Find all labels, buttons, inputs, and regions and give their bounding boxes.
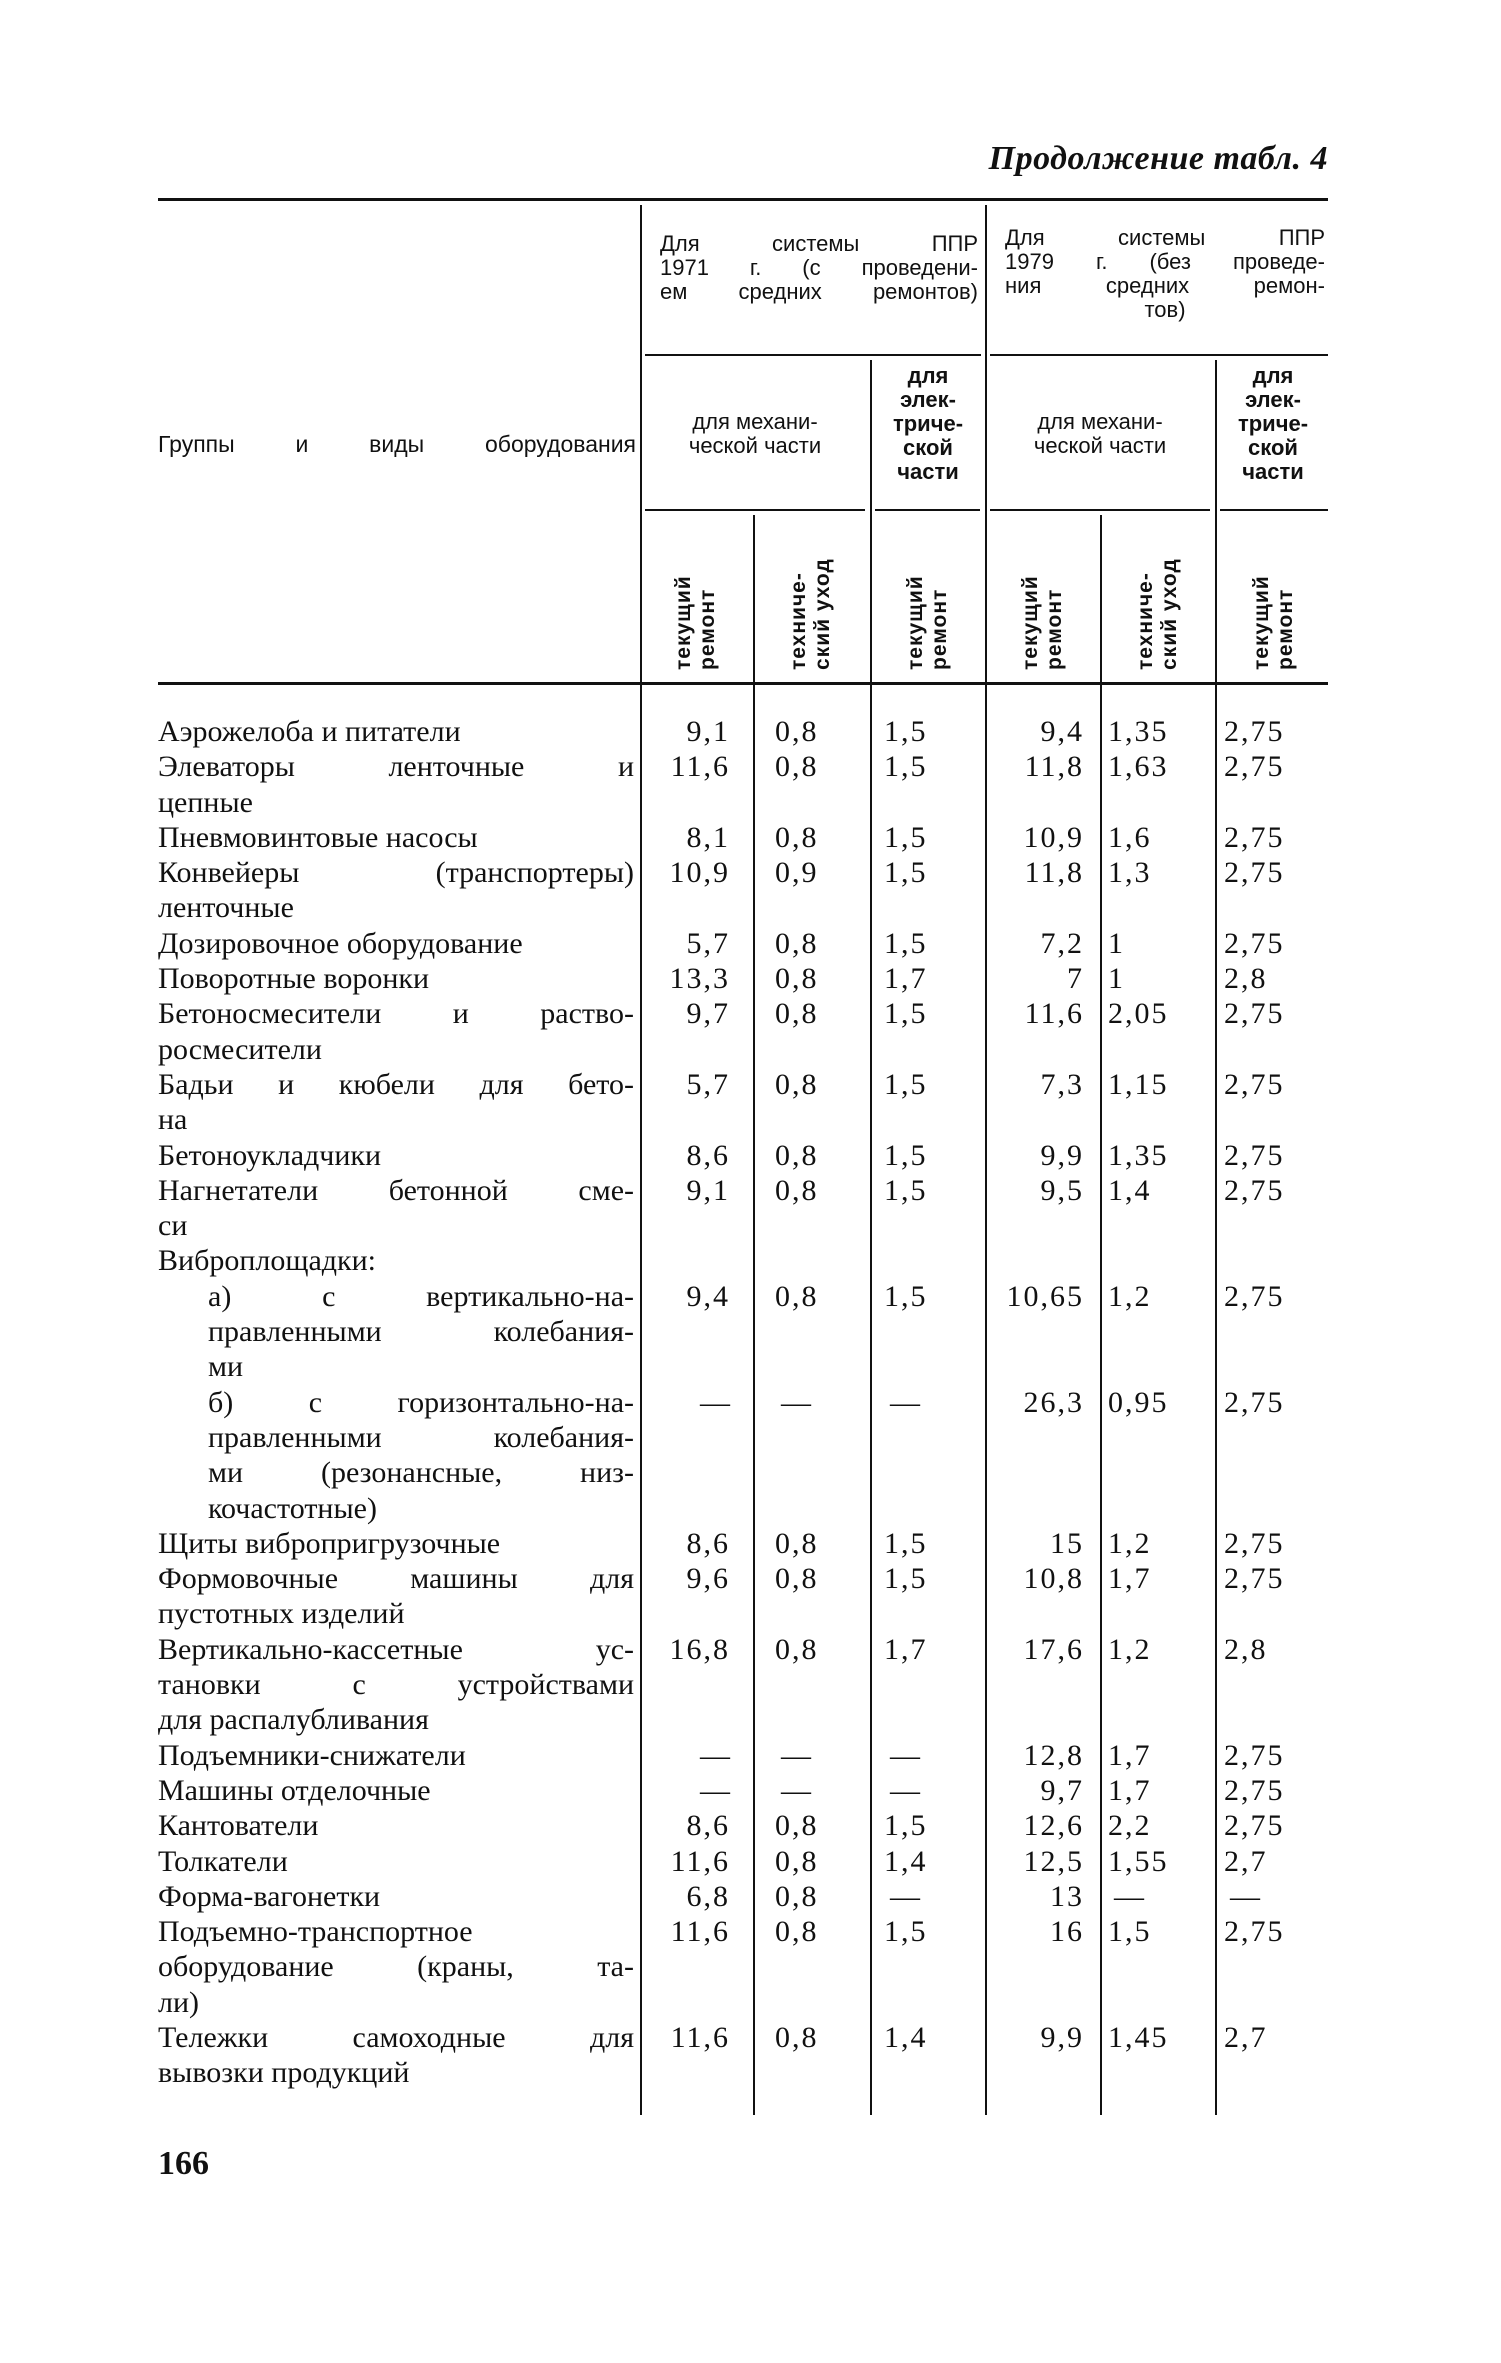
table-row — [158, 1526, 1328, 1561]
table-cell-value: 11,8 — [1024, 856, 1084, 890]
table-cell-value: 2,2 — [1108, 1809, 1152, 1843]
header-line: для механи- — [692, 409, 818, 434]
header-rule — [645, 509, 865, 511]
table-row — [158, 1243, 1328, 1278]
header-line: для механи- — [1037, 409, 1163, 434]
header-line: ем средних ремонтов) — [660, 279, 978, 304]
table-cell-value: — — [1230, 1879, 1262, 1913]
table-continuation-title: Продолжение табл. 4 — [988, 140, 1328, 177]
equipment-name-line: Нагнетатели бетонной сме- — [158, 1173, 634, 1207]
equipment-name-line: на — [158, 1103, 188, 1137]
equipment-name-line: вывозки продукций — [158, 2056, 410, 2090]
table-cell-value: 8,1 — [686, 820, 730, 854]
header-line: элек- — [900, 387, 956, 412]
table-cell-value: 1,4 — [884, 2020, 928, 2054]
table-cell-value: 11,8 — [1024, 750, 1084, 784]
table-cell-value: — — [700, 1738, 732, 1772]
table-cell-value: 0,8 — [775, 997, 819, 1031]
header-line: ния средних ремон- — [1005, 273, 1325, 298]
table-row — [158, 1773, 1328, 1808]
header-line: ремонт — [928, 588, 951, 670]
table-cell-value: 0,8 — [775, 926, 819, 960]
table-cell-value: 1,5 — [884, 997, 928, 1031]
equipment-name-line: для распалубливания — [158, 1703, 429, 1737]
table-cell-value: — — [890, 1738, 922, 1772]
mech-part-header-1979 — [990, 410, 1210, 458]
header-line: ремонт — [696, 588, 719, 670]
header-line: для — [1252, 363, 1294, 388]
table-cell-value: 1,2 — [1108, 1279, 1152, 1313]
table-cell-value: 0,95 — [1108, 1385, 1169, 1419]
header-line: 1971 г. (с проведени- — [660, 255, 978, 280]
table-cell-value: — — [890, 1385, 922, 1419]
table-row — [158, 1138, 1328, 1173]
header-line: части — [897, 459, 959, 484]
header-line: ческой части — [688, 433, 822, 458]
equipment-name-line: Кантователи — [158, 1809, 319, 1843]
group-1979-header — [1005, 226, 1325, 322]
equipment-name-line: оборудование (краны, та- — [158, 1950, 634, 1984]
table-cell-value: 11,6 — [670, 2020, 730, 2054]
table-cell-value: 2,75 — [1224, 1915, 1285, 1949]
table-cell-value: 1 — [1108, 962, 1125, 996]
maintenance-header — [1134, 520, 1182, 670]
table-row — [158, 1385, 1328, 1526]
equipment-name-line: Аэрожелоба и питатели — [158, 715, 461, 748]
table-cell-value: 0,8 — [775, 1562, 819, 1596]
table-cell-value: 0,8 — [775, 750, 819, 784]
table-cell-value: 0,8 — [775, 1526, 819, 1560]
elec-part-header-1979 — [1219, 364, 1327, 484]
table-top-rule — [158, 198, 1328, 201]
table-cell-value: — — [700, 1385, 732, 1419]
table-row — [158, 1561, 1328, 1632]
equipment-name-line: ленточные — [158, 891, 294, 925]
table-cell-value: 5,7 — [686, 1067, 730, 1101]
equipment-name-line: росмесители — [158, 1032, 322, 1066]
table-cell-value: 1,15 — [1108, 1067, 1169, 1101]
table-cell-value: 1,5 — [884, 856, 928, 890]
table-cell-value: 12,5 — [1023, 1844, 1084, 1878]
header-line: элек- — [1245, 387, 1301, 412]
header-line: текущий — [904, 575, 927, 670]
header-bottom-rule — [158, 682, 1328, 685]
table-row — [158, 1067, 1328, 1138]
table-cell-value: 12,6 — [1023, 1809, 1084, 1843]
equipment-name-line: Поворотные воронки — [158, 962, 430, 996]
table-cell-value: 2,75 — [1224, 997, 1285, 1031]
table-cell-value: 2,75 — [1224, 715, 1285, 748]
table-cell-value: 0,8 — [775, 1844, 819, 1878]
header-line: текущий — [1019, 575, 1042, 670]
header-line: триче- — [892, 411, 964, 436]
table-row — [158, 749, 1328, 820]
table-cell-value: 0,8 — [775, 1067, 819, 1101]
table-cell-value: 10,9 — [1023, 820, 1084, 854]
table-cell-value: 8,6 — [686, 1526, 730, 1560]
table-row — [158, 1173, 1328, 1244]
table-cell-value: 1,63 — [1108, 750, 1169, 784]
table-cell-value: 1,7 — [1108, 1562, 1152, 1596]
table-cell-value: 2,75 — [1224, 1562, 1285, 1596]
table-cell-value: 1,5 — [884, 820, 928, 854]
header-line: для — [907, 363, 949, 388]
header-rule — [645, 354, 981, 356]
table-cell-value: 16,8 — [669, 1632, 730, 1666]
table-cell-value: 0,8 — [775, 715, 819, 748]
table-cell-value: 10,65 — [1006, 1279, 1084, 1313]
table-cell-value: 1,7 — [1108, 1773, 1152, 1807]
table-cell-value: 2,75 — [1224, 1385, 1285, 1419]
header-line: Для системы ППР — [660, 231, 978, 256]
table-cell-value: — — [890, 1773, 922, 1807]
table-cell-value: 1,5 — [884, 1279, 928, 1313]
current-repair-header — [904, 530, 952, 670]
equipment-name-line: ми — [208, 1350, 244, 1384]
table-cell-value: 1,7 — [884, 1632, 928, 1666]
equipment-name-line: Тележки самоходные для — [158, 2020, 634, 2054]
table-cell-value: 2,7 — [1224, 2020, 1268, 2054]
table-cell-value: — — [781, 1385, 813, 1419]
table-cell-value: 7,2 — [1040, 926, 1084, 960]
table-cell-value: 1,2 — [1108, 1526, 1152, 1560]
header-line: части — [1242, 459, 1304, 484]
table-cell-value: 1,5 — [884, 1526, 928, 1560]
table-cell-value: 5,7 — [686, 926, 730, 960]
equipment-name-line: а) с вертикально-на- — [208, 1279, 634, 1313]
table-cell-value: 7,3 — [1040, 1067, 1084, 1101]
table-cell-value: 11,6 — [670, 1915, 730, 1949]
table-cell-value: 10,9 — [669, 856, 730, 890]
equipment-name-line: пустотных изделий — [158, 1597, 405, 1631]
table-cell-value: 2,7 — [1224, 1844, 1268, 1878]
table-cell-value: 0,8 — [775, 962, 819, 996]
equipment-name-line: цепные — [158, 785, 253, 819]
table-row — [158, 855, 1328, 926]
equipment-name-line: правленными колебания- — [208, 1315, 634, 1349]
equipment-name-line: Пневмовинтовые насосы — [158, 820, 478, 854]
header-line: ский уход — [811, 558, 834, 670]
current-repair-header — [1019, 530, 1067, 670]
header-line: текущий — [672, 575, 695, 670]
table-row — [158, 1279, 1328, 1385]
table-cell-value: 9,9 — [1040, 2020, 1084, 2054]
table-cell-value: 11,6 — [670, 750, 730, 784]
table-row — [158, 996, 1328, 1067]
table-cell-value: 1,5 — [884, 1138, 928, 1172]
table-cell-value: 1,4 — [1108, 1173, 1152, 1207]
header-line: текущий — [1250, 575, 1273, 670]
table-cell-value: 2,75 — [1224, 1067, 1285, 1101]
table-cell-value: 1,5 — [1108, 1915, 1152, 1949]
table-cell-value: 13,3 — [669, 962, 730, 996]
header-line: техниче- — [1134, 572, 1157, 670]
table-cell-value: 1 — [1108, 926, 1125, 960]
table-row — [158, 1844, 1328, 1879]
table-cell-value: 1,55 — [1108, 1844, 1169, 1878]
table-cell-value: 1,2 — [1108, 1632, 1152, 1666]
table-cell-value: 1,5 — [884, 1562, 928, 1596]
equipment-name-line: б) с горизонтально-на- — [208, 1385, 634, 1419]
table-cell-value: 2,75 — [1224, 1773, 1285, 1807]
mech-part-header-1971 — [645, 410, 865, 458]
table-row — [158, 961, 1328, 996]
table-cell-value: 1,5 — [884, 1067, 928, 1101]
table-cell-value: 0,9 — [775, 856, 819, 890]
header-rule — [990, 509, 1210, 511]
table-cell-value: 1,7 — [884, 962, 928, 996]
table-row — [158, 926, 1328, 961]
table-cell-value: 11,6 — [670, 1844, 730, 1878]
table-cell-value: 2,75 — [1224, 926, 1285, 960]
table-cell-value: 2,75 — [1224, 856, 1285, 890]
header-line: ский уход — [1158, 558, 1181, 670]
table-cell-value: 0,8 — [775, 1879, 819, 1913]
header-line: триче- — [1237, 411, 1309, 436]
table-cell-value: 9,1 — [686, 1173, 730, 1207]
table-cell-value: — — [781, 1738, 813, 1772]
equipment-name-line: Дозировочное оборудование — [158, 926, 523, 960]
table-cell-value: 2,75 — [1224, 750, 1285, 784]
header-line: ской — [1248, 435, 1298, 460]
equipment-name-line: Бетоносмесители и раство- — [158, 997, 634, 1031]
table-cell-value: 2,75 — [1224, 1738, 1285, 1772]
header-line: ремонт — [1274, 588, 1297, 670]
maintenance-header — [787, 520, 835, 670]
equipment-name-line: правленными колебания- — [208, 1420, 634, 1454]
table-cell-value: 26,3 — [1023, 1385, 1084, 1419]
table-row — [158, 820, 1328, 855]
table-cell-value: 9,4 — [686, 1279, 730, 1313]
equipment-name-line: Бетоноукладчики — [158, 1138, 382, 1172]
group-1971-header — [660, 232, 978, 304]
table-row — [158, 1738, 1328, 1773]
table-row — [158, 1808, 1328, 1843]
equipment-name-line: Подъемники-снижатели — [158, 1738, 466, 1772]
table-cell-value: 0,8 — [775, 1809, 819, 1843]
table-cell-value: 1,5 — [884, 715, 928, 748]
equipment-name-line: Бадьи и кюбели для бето- — [158, 1067, 634, 1101]
equipment-name-line: ми (резонансные, низ- — [208, 1456, 634, 1490]
header-line: ческой части — [1033, 433, 1167, 458]
table-row — [158, 1879, 1328, 1914]
table-cell-value: — — [890, 1879, 922, 1913]
table-cell-value: 1,7 — [1108, 1738, 1152, 1772]
table-cell-value: 7 — [1067, 962, 1084, 996]
table-cell-value: 2,75 — [1224, 820, 1285, 854]
table-cell-value: 12,8 — [1023, 1738, 1084, 1772]
header-line: ремонт — [1043, 588, 1066, 670]
table-cell-value: 2,8 — [1224, 1632, 1268, 1666]
current-repair-header — [672, 530, 720, 670]
table-cell-value: 10,8 — [1023, 1562, 1084, 1596]
table-cell-value: 0,8 — [775, 1632, 819, 1666]
header-line: тов) — [1144, 297, 1186, 322]
row-label-header: Группы и виды оборудования — [158, 431, 636, 457]
table-cell-value: 9,7 — [1040, 1773, 1084, 1807]
equipment-name-line: Подъемно-транспортное — [158, 1915, 473, 1949]
table-cell-value: 2,75 — [1224, 1279, 1285, 1313]
equipment-name-line: ли) — [158, 1985, 200, 2019]
table-cell-value: 6,8 — [686, 1879, 730, 1913]
equipment-name-line: тановки с устройствами — [158, 1668, 634, 1702]
table-row — [158, 1914, 1328, 2020]
table-cell-value: 1,5 — [884, 1173, 928, 1207]
table-cell-value: 0,8 — [775, 2020, 819, 2054]
table-cell-value: 1,4 — [884, 1844, 928, 1878]
equipment-name-line: Элеваторы ленточные и — [158, 750, 634, 784]
table-cell-value: 2,75 — [1224, 1138, 1285, 1172]
table-cell-value: 0,8 — [775, 1138, 819, 1172]
table-cell-value: 9,9 — [1040, 1138, 1084, 1172]
page-number: 166 — [158, 2145, 209, 2182]
table-cell-value: 17,6 — [1023, 1632, 1084, 1666]
equipment-name-line: Толкатели — [158, 1844, 288, 1878]
table-cell-value: 9,6 — [686, 1562, 730, 1596]
table-cell-value: 2,8 — [1224, 962, 1268, 996]
equipment-name-line: Щиты вибропригрузочные — [158, 1526, 501, 1560]
table-cell-value: — — [781, 1773, 813, 1807]
table-cell-value: 1,6 — [1108, 820, 1152, 854]
table-cell-value: 0,8 — [775, 1915, 819, 1949]
table-cell-value: 2,75 — [1224, 1173, 1285, 1207]
table-cell-value: 0,8 — [775, 820, 819, 854]
table-cell-value: 8,6 — [686, 1809, 730, 1843]
equipment-name-line: Виброплощадки: — [158, 1244, 376, 1278]
table-cell-value: 1,5 — [884, 1915, 928, 1949]
table-cell-value: 1,5 — [884, 926, 928, 960]
equipment-name-line: Конвейеры (транспортеры) — [158, 856, 634, 890]
table-cell-value: 2,75 — [1224, 1526, 1285, 1560]
elec-part-header-1971 — [874, 364, 982, 484]
table-cell-value: 8,6 — [686, 1138, 730, 1172]
table-row — [158, 1632, 1328, 1738]
table-row — [158, 714, 1328, 749]
header-rule — [990, 354, 1328, 356]
table-cell-value: 2,05 — [1108, 997, 1169, 1031]
header-rule — [875, 509, 980, 511]
table-cell-value: 1,3 — [1108, 856, 1152, 890]
equipment-name-line: кочастотные) — [208, 1491, 377, 1525]
header-line: техниче- — [787, 572, 810, 670]
equipment-name-line: Вертикально-кассетные ус- — [158, 1632, 634, 1666]
header-rule — [1220, 509, 1328, 511]
table-cell-value: — — [1114, 1879, 1146, 1913]
table-cell-value: 11,6 — [1024, 997, 1084, 1031]
table-cell-value: — — [700, 1773, 732, 1807]
table-body — [158, 714, 1328, 2091]
header-line: ской — [903, 435, 953, 460]
equipment-name-line: Машины отделочные — [158, 1773, 431, 1807]
equipment-name-line: Форма-вагонетки — [158, 1879, 381, 1913]
table-cell-value: 2,75 — [1224, 1809, 1285, 1843]
table-cell-value: 0,8 — [775, 1173, 819, 1207]
table-cell-value: 9,5 — [1040, 1173, 1084, 1207]
table-cell-value: 9,7 — [686, 997, 730, 1031]
equipment-name-line: Формовочные машины для — [158, 1562, 634, 1596]
header-line: 1979 г. (без проведе- — [1005, 249, 1325, 274]
table-cell-value: 16 — [1050, 1915, 1084, 1949]
table-cell-value: 1,5 — [884, 750, 928, 784]
table-cell-value: 13 — [1050, 1879, 1084, 1913]
table-cell-value: 9,1 — [686, 715, 730, 748]
current-repair-header — [1250, 530, 1298, 670]
table-cell-value: 1,35 — [1108, 715, 1169, 748]
table-cell-value: 0,8 — [775, 1279, 819, 1313]
table-row — [158, 2020, 1328, 2091]
header-line: Для системы ППР — [1005, 225, 1325, 250]
table-cell-value: 1,45 — [1108, 2020, 1169, 2054]
table-cell-value: 1,5 — [884, 1809, 928, 1843]
table-cell-value: 1,35 — [1108, 1138, 1169, 1172]
equipment-name-line: си — [158, 1209, 188, 1243]
table-cell-value: 9,4 — [1040, 715, 1084, 748]
table-cell-value: 15 — [1050, 1526, 1084, 1560]
